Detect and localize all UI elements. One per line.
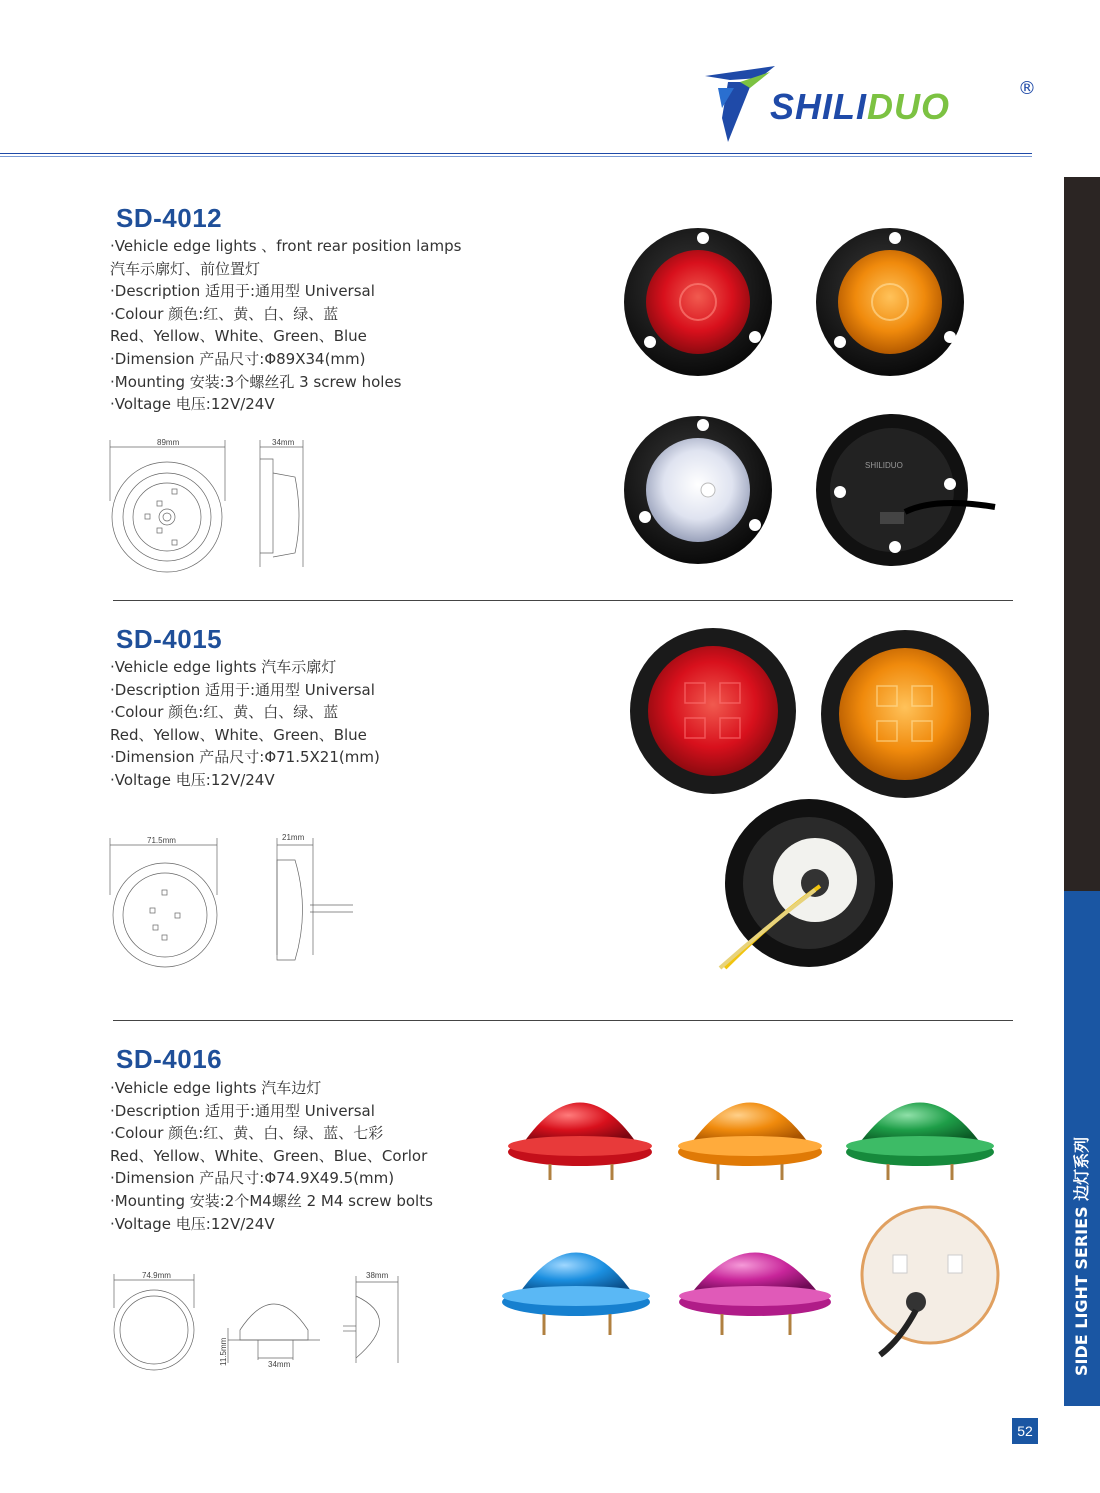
dim-base-label: 34mm xyxy=(268,1360,291,1369)
spec-line: ·Description 适用于:通用型 Universal xyxy=(110,282,375,301)
spec-line: Red、Yellow、White、Green、Blue、Corlor xyxy=(110,1146,428,1165)
spec-line: 汽车示廓灯、前位置灯 xyxy=(110,259,261,278)
dome-lamp-red xyxy=(508,1103,652,1181)
dimension-drawing-sd4015 xyxy=(105,830,365,970)
brand-name-part1: SHILI xyxy=(770,86,868,127)
dome-lamp-blue xyxy=(502,1253,650,1336)
header-rule xyxy=(0,153,1032,154)
product-specs-sd4015 xyxy=(110,656,380,792)
spec-line: ·Vehicle edge lights 汽车边灯 xyxy=(110,1079,322,1097)
dim-depth-label: 38mm xyxy=(366,1271,389,1280)
brand-wordmark xyxy=(770,86,950,128)
lamp-photo-red xyxy=(624,228,772,376)
spec-line: ·Dimension 产品尺寸:Φ71.5X21(mm) xyxy=(110,748,380,767)
product-specs-sd4016 xyxy=(110,1077,433,1235)
spec-line: ·Description 适用于:通用型 Universal xyxy=(110,680,375,699)
registered-mark: ® xyxy=(1018,78,1036,99)
product-model-sd4016: SD-4016 xyxy=(116,1044,223,1074)
dim-height-label: 11.5mm xyxy=(219,1337,228,1366)
dimension-drawing-sd4016 xyxy=(108,1268,403,1373)
spec-line: ·Mounting 安装:3个螺丝孔 3 screw holes xyxy=(110,372,402,391)
spec-line: ·Colour 颜色:红、黄、白、绿、蓝、七彩 xyxy=(110,1124,384,1143)
spec-line: ·Voltage 电压:12V/24V xyxy=(110,395,275,414)
lamp-photo-back xyxy=(816,414,995,566)
dim-width-label: 71.5mm xyxy=(147,836,176,845)
product-model-sd4015: SD-4015 xyxy=(116,624,223,654)
lamp-photo-back xyxy=(720,799,893,968)
spec-line: ·Mounting 安装:2个M4螺丝 2 M4 screw bolts xyxy=(110,1191,433,1210)
dim-width-label: 89mm xyxy=(157,438,180,447)
dome-lamp-back xyxy=(862,1207,998,1355)
side-tab-dark xyxy=(1064,177,1100,891)
product-model-sd4012: SD-4012 xyxy=(116,203,223,233)
spec-line: ·Vehicle edge lights 、front rear position lamps xyxy=(110,237,462,255)
brand-name-part2: DUO xyxy=(867,86,951,127)
spec-line: ·Description 适用于:通用型 Universal xyxy=(110,1101,375,1120)
page-number: 52 xyxy=(1012,1418,1038,1444)
spec-line: ·Colour 颜色:红、黄、白、绿、蓝 xyxy=(110,304,339,323)
spec-line: Red、Yellow、White、Green、Blue xyxy=(110,327,367,346)
product-specs-sd4012 xyxy=(110,235,461,416)
product-photos-sd4016 xyxy=(500,1080,1005,1360)
lamp-photo-red xyxy=(630,628,796,794)
dim-width-label: 74.9mm xyxy=(142,1271,171,1280)
spec-line: ·Vehicle edge lights 汽车示廓灯 xyxy=(110,658,337,676)
back-logo-mark: SHILIDUO xyxy=(865,461,903,470)
product-photos-sd4015 xyxy=(625,628,1010,978)
product-photos-sd4012 xyxy=(615,222,1010,567)
dome-lamp-magenta xyxy=(679,1253,831,1336)
section-divider xyxy=(113,1020,1013,1021)
section-divider xyxy=(113,600,1013,601)
spec-line: ·Dimension 产品尺寸:Φ74.9X49.5(mm) xyxy=(110,1169,395,1188)
brand-logo xyxy=(700,58,1045,148)
spec-line: Red、Yellow、White、Green、Blue xyxy=(110,725,367,744)
dome-lamp-amber xyxy=(678,1103,822,1181)
dim-depth-label: 21mm xyxy=(282,833,305,842)
side-tab-label: SIDE LIGHT SERIES 边灯系列 xyxy=(1072,1136,1091,1376)
lamp-photo-amber xyxy=(821,630,989,798)
spec-line: ·Dimension 产品尺寸:Φ89X34(mm) xyxy=(110,349,366,368)
header-rule-secondary xyxy=(0,156,1032,157)
dim-depth-label: 34mm xyxy=(272,438,295,447)
dome-lamp-green xyxy=(846,1103,994,1181)
logo-swoosh-icon xyxy=(700,58,780,148)
dimension-drawing-sd4012 xyxy=(105,435,320,575)
spec-line: ·Colour 颜色:红、黄、白、绿、蓝 xyxy=(110,703,339,722)
lamp-photo-white xyxy=(624,416,772,564)
spec-line: ·Voltage 电压:12V/24V xyxy=(110,1214,275,1233)
lamp-photo-amber xyxy=(816,228,964,376)
spec-line: ·Voltage 电压:12V/24V xyxy=(110,770,275,789)
